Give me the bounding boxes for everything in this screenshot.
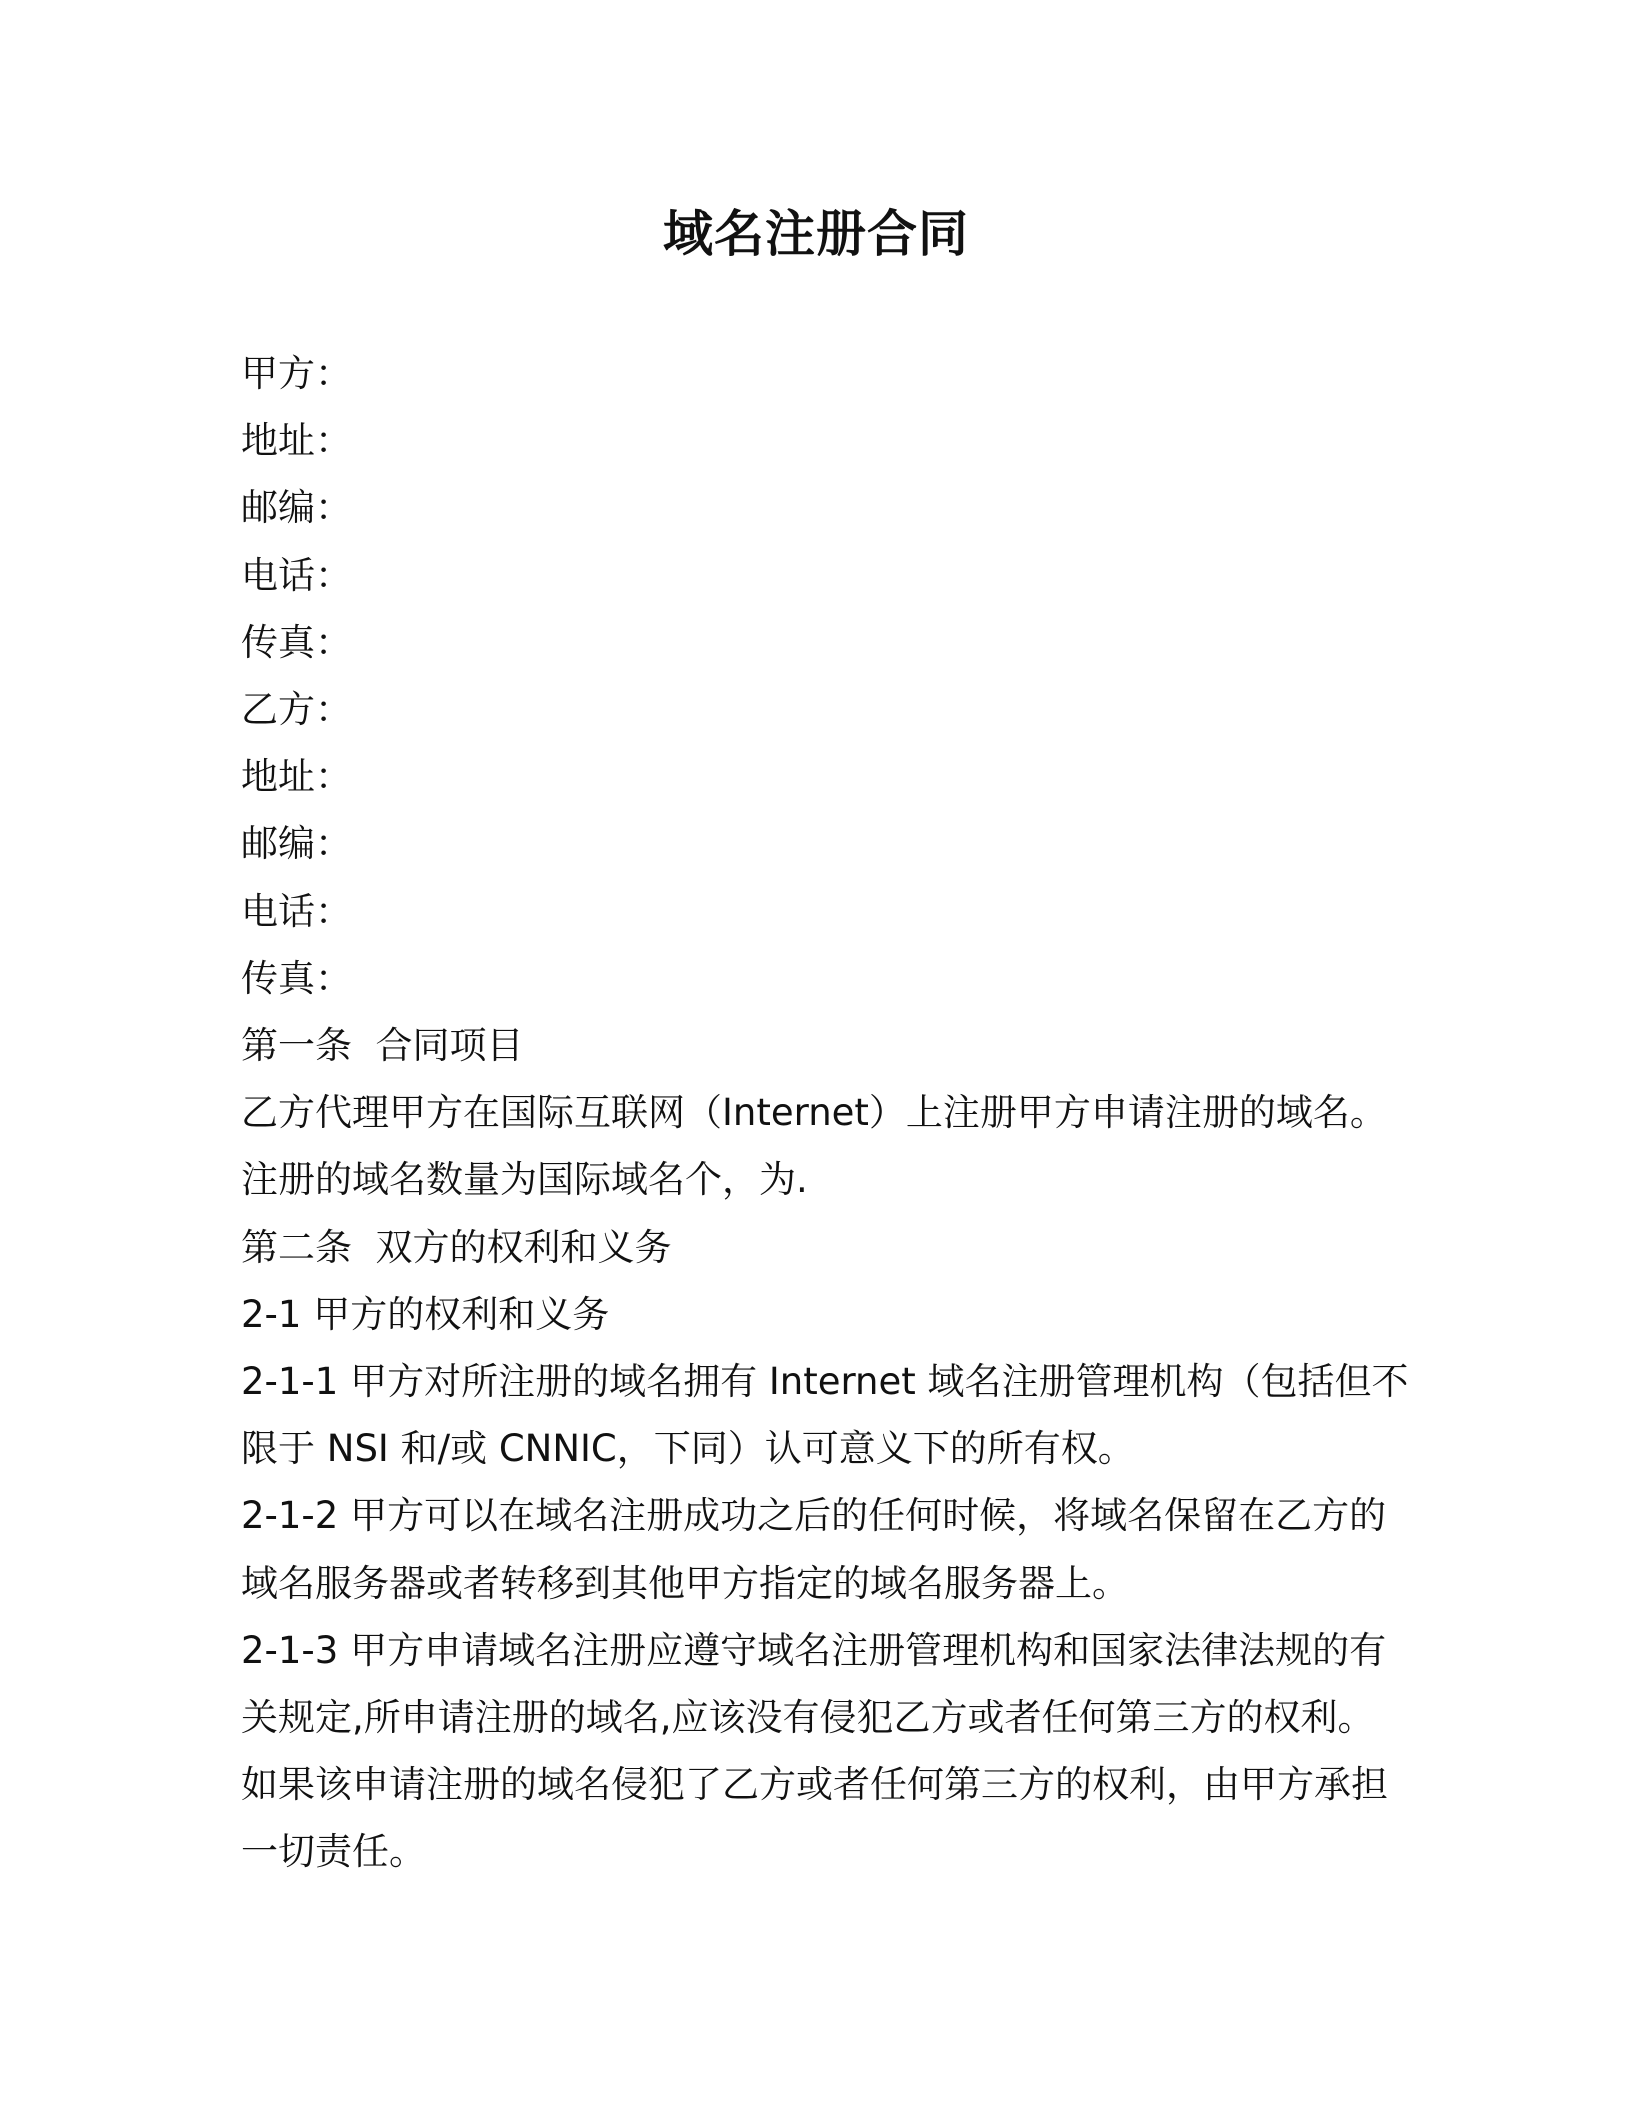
party-a-phone: 电话：	[241, 553, 352, 597]
article-1-line: 乙方代理甲方在国际互联网（Internet）上注册甲方申请注册的域名。	[241, 1091, 1387, 1135]
article-2-line: 2-1-3 甲方申请域名注册应遵守域名注册管理机构和国家法律法规的有	[241, 1628, 1387, 1672]
article-1-line: 注册的域名数量为国际域名个，为.	[241, 1158, 808, 1202]
party-b-phone: 电话：	[241, 889, 352, 933]
party-a-label: 甲方：	[241, 352, 352, 395]
article-1-heading: 第一条 合同项目	[241, 1024, 524, 1068]
article-2-line: 2-1-1 甲方对所注册的域名拥有 Internet 域名注册管理机构（包括但不	[241, 1360, 1409, 1404]
party-a-fax: 传真：	[241, 620, 352, 664]
party-a-address: 地址：	[241, 419, 352, 463]
document-title: 域名注册合同	[663, 205, 969, 263]
article-2-line: 2-1-2 甲方可以在域名注册成功之后的任何时候，将域名保留在乙方的	[241, 1494, 1387, 1538]
article-2-line: 域名服务器或者转移到其他甲方指定的域名服务器上。	[241, 1561, 1129, 1605]
article-2	[241, 1214, 1409, 1886]
party-a-block	[241, 340, 1401, 676]
article-2-line: 一切责任。	[241, 1830, 426, 1874]
party-b-postcode: 邮编：	[241, 822, 352, 866]
article-2-line: 关规定,所申请注册的域名,应该没有侵犯乙方或者任何第三方的权利。	[241, 1696, 1375, 1740]
article-2-line: 如果该申请注册的域名侵犯了乙方或者任何第三方的权利，由甲方承担	[241, 1763, 1388, 1807]
party-b-fax: 传真：	[241, 956, 352, 1000]
article-1	[241, 1012, 1401, 1214]
article-2-subheading: 2-1 甲方的权利和义务	[241, 1292, 610, 1336]
contract-body	[241, 340, 1409, 1886]
party-b-block	[241, 676, 1401, 1012]
party-a-postcode: 邮编：	[241, 486, 352, 530]
party-b-address: 地址：	[241, 755, 352, 799]
article-2-line: 限于 NSI 和/或 CNNIC，下同）认可意义下的所有权。	[241, 1427, 1135, 1471]
article-2-heading: 第二条 双方的权利和义务	[241, 1225, 672, 1269]
party-b-label: 乙方：	[241, 688, 352, 732]
